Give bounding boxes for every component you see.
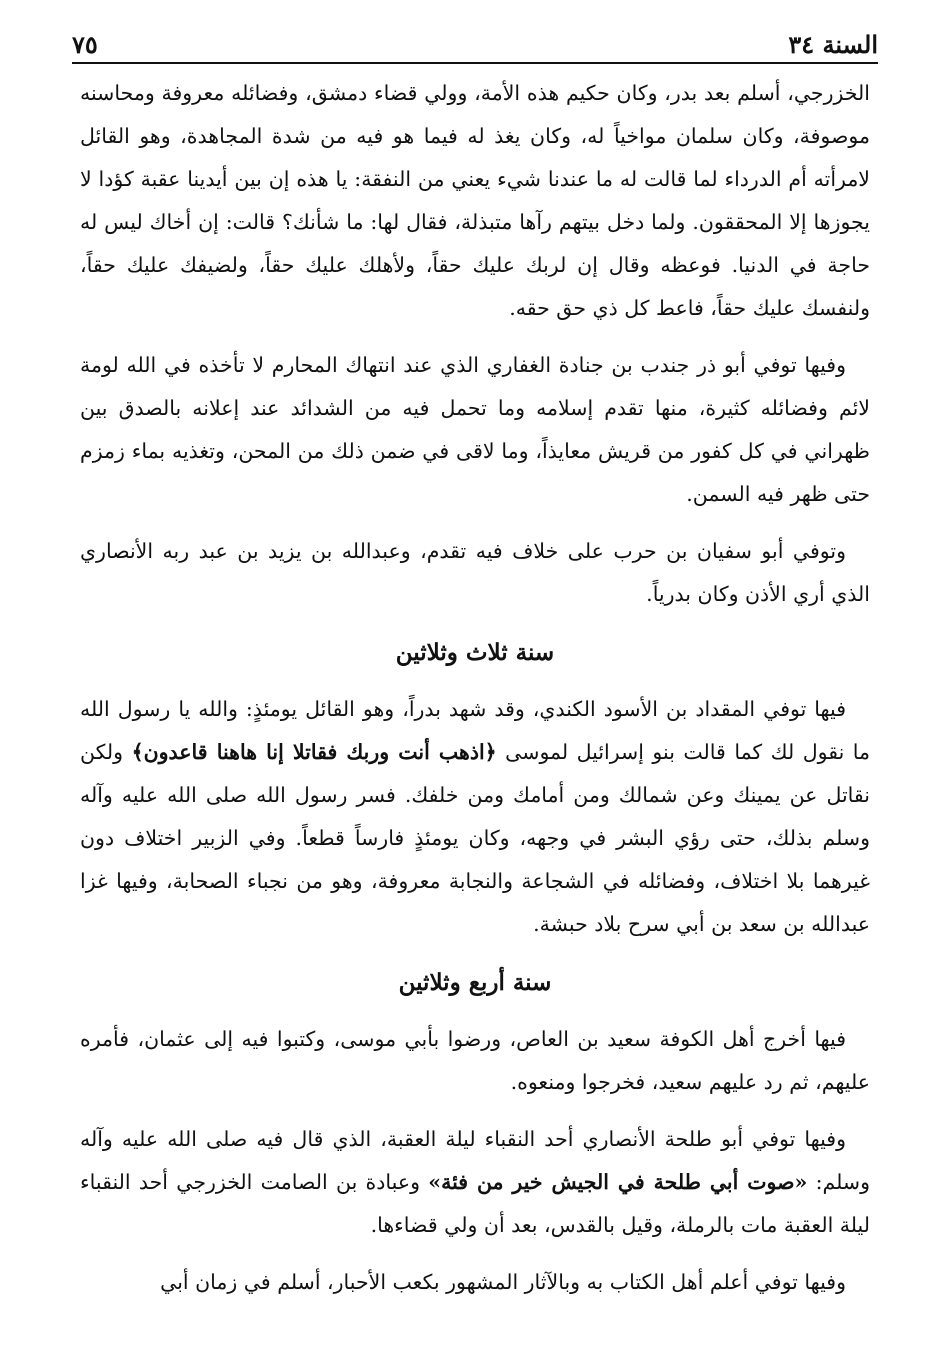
section-heading-year-34: سنة أربع وثلاثين — [398, 969, 552, 996]
paragraph: الخزرجي، أسلم بعد بدر، وكان حكيم هذه الأمة، وولي قضاء دمشق، وفضائله معروفة ومحاسنه موصوفة، وكان سلمان مواخياً له، وكان يغذ له فيما هو فيه من شدة المجاهدة، وهو القائل لامرأته أم الدرداء لما قالت له ما عندنا شيء يعني من النفقة: يا هذه إن بين أيدينا عقبة كؤدا لا يجوزها إلا المحققون. ولما دخل بيتهم رآها متبذلة، فقال لها: ما شأنك؟ قالت: إن أخاك ليس له حاجة في الدنيا. فوعظه وقال إن لربك عليك حقاً، ولأهلك عليك حقاً، ولضيفك عليك حقاً، ولنفسك عليك حقاً، فاعط كل ذي حق حقه. — [80, 81, 870, 320]
page-body — [80, 72, 870, 1318]
paragraph-text: وفيها توفي أبو طلحة الأنصاري أحد النقباء ليلة العقبة، الذي قال فيه صلى الله عليه وآله وسلم: — [80, 1127, 871, 1194]
header-year-label: السنة ٣٤ — [788, 30, 878, 59]
paragraph: وفيها توفي أبو ذر جندب بن جنادة الغفاري الذي عند انتهاك المحارم لا تأخذه في الله لومة لائم وفضائله كثيرة، منها تقدم إسلامه وما تحمل فيه من الشدائد عند إعلانه بالصدق بين ظهراني في كل كفور من قريش معايذاً، وما لاقى في ضمن ذلك من المحن، وتغذيه بماء زمزم حتى ظهر فيه السمن. — [80, 353, 870, 506]
section-heading-year-33: سنة ثلاث وثلاثين — [395, 639, 555, 666]
quran-quote: ﴿اذهب أنت وربك فقاتلا إنا هاهنا قاعدون﴾ — [131, 740, 497, 764]
paragraph-text: وعبادة بن الصامت الخزرجي أحد النقباء ليلة العقبة مات بالرملة، وقيل بالقدس، بعد أن ولي قضاءها. — [80, 1170, 870, 1237]
paragraph: وفيها توفي أعلم أهل الكتاب به وبالآثار المشهور بكعب الأحبار، أسلم في زمان أبي — [160, 1270, 846, 1294]
paragraph — [80, 1118, 870, 1247]
paragraph — [80, 688, 870, 946]
hadith-quote: «صوت أبي طلحة في الجيش خير من فئة» — [428, 1170, 808, 1194]
running-header — [72, 26, 878, 62]
header-rule — [72, 62, 878, 64]
paragraph-text: فيها توفي المقداد بن الأسود الكندي، وقد شهد بدراً، وهو القائل يومئذٍ: والله يا رسول الله ما نقول لك كما قالت بنو إسرائيل لموسى — [80, 697, 870, 764]
paragraph: وتوفي أبو سفيان بن حرب على خلاف فيه تقدم، وعبدالله بن يزيد بن عبد ربه الأنصاري الذي أري الأذن وكان بدرياً. — [80, 539, 870, 606]
paragraph-text: ولكن نقاتل عن يمينك وعن شمالك ومن أمامك ومن خلفك. فسر رسول الله صلى الله عليه وآله وسلم بذلك، حتى رؤي البشر في وجهه، وكان يومئذٍ فارساً قطعاً. وفي الزبير اختلاف دون غيرهما بلا اختلاف، وفضائله في الشجاعة والنجابة معروفة، وهو من نجباء الصحابة، وفيها غزا عبدالله بن سعد بن أبي سرح بلاد حبشة. — [80, 740, 870, 936]
paragraph: فيها أخرج أهل الكوفة سعيد بن العاص، ورضوا بأبي موسى، وكتبوا فيه إلى عثمان، فأمره عليهم، ثم رد عليهم سعيد، فخرجوا ومنعوه. — [80, 1027, 870, 1094]
page-number: ٧٥ — [72, 30, 98, 59]
